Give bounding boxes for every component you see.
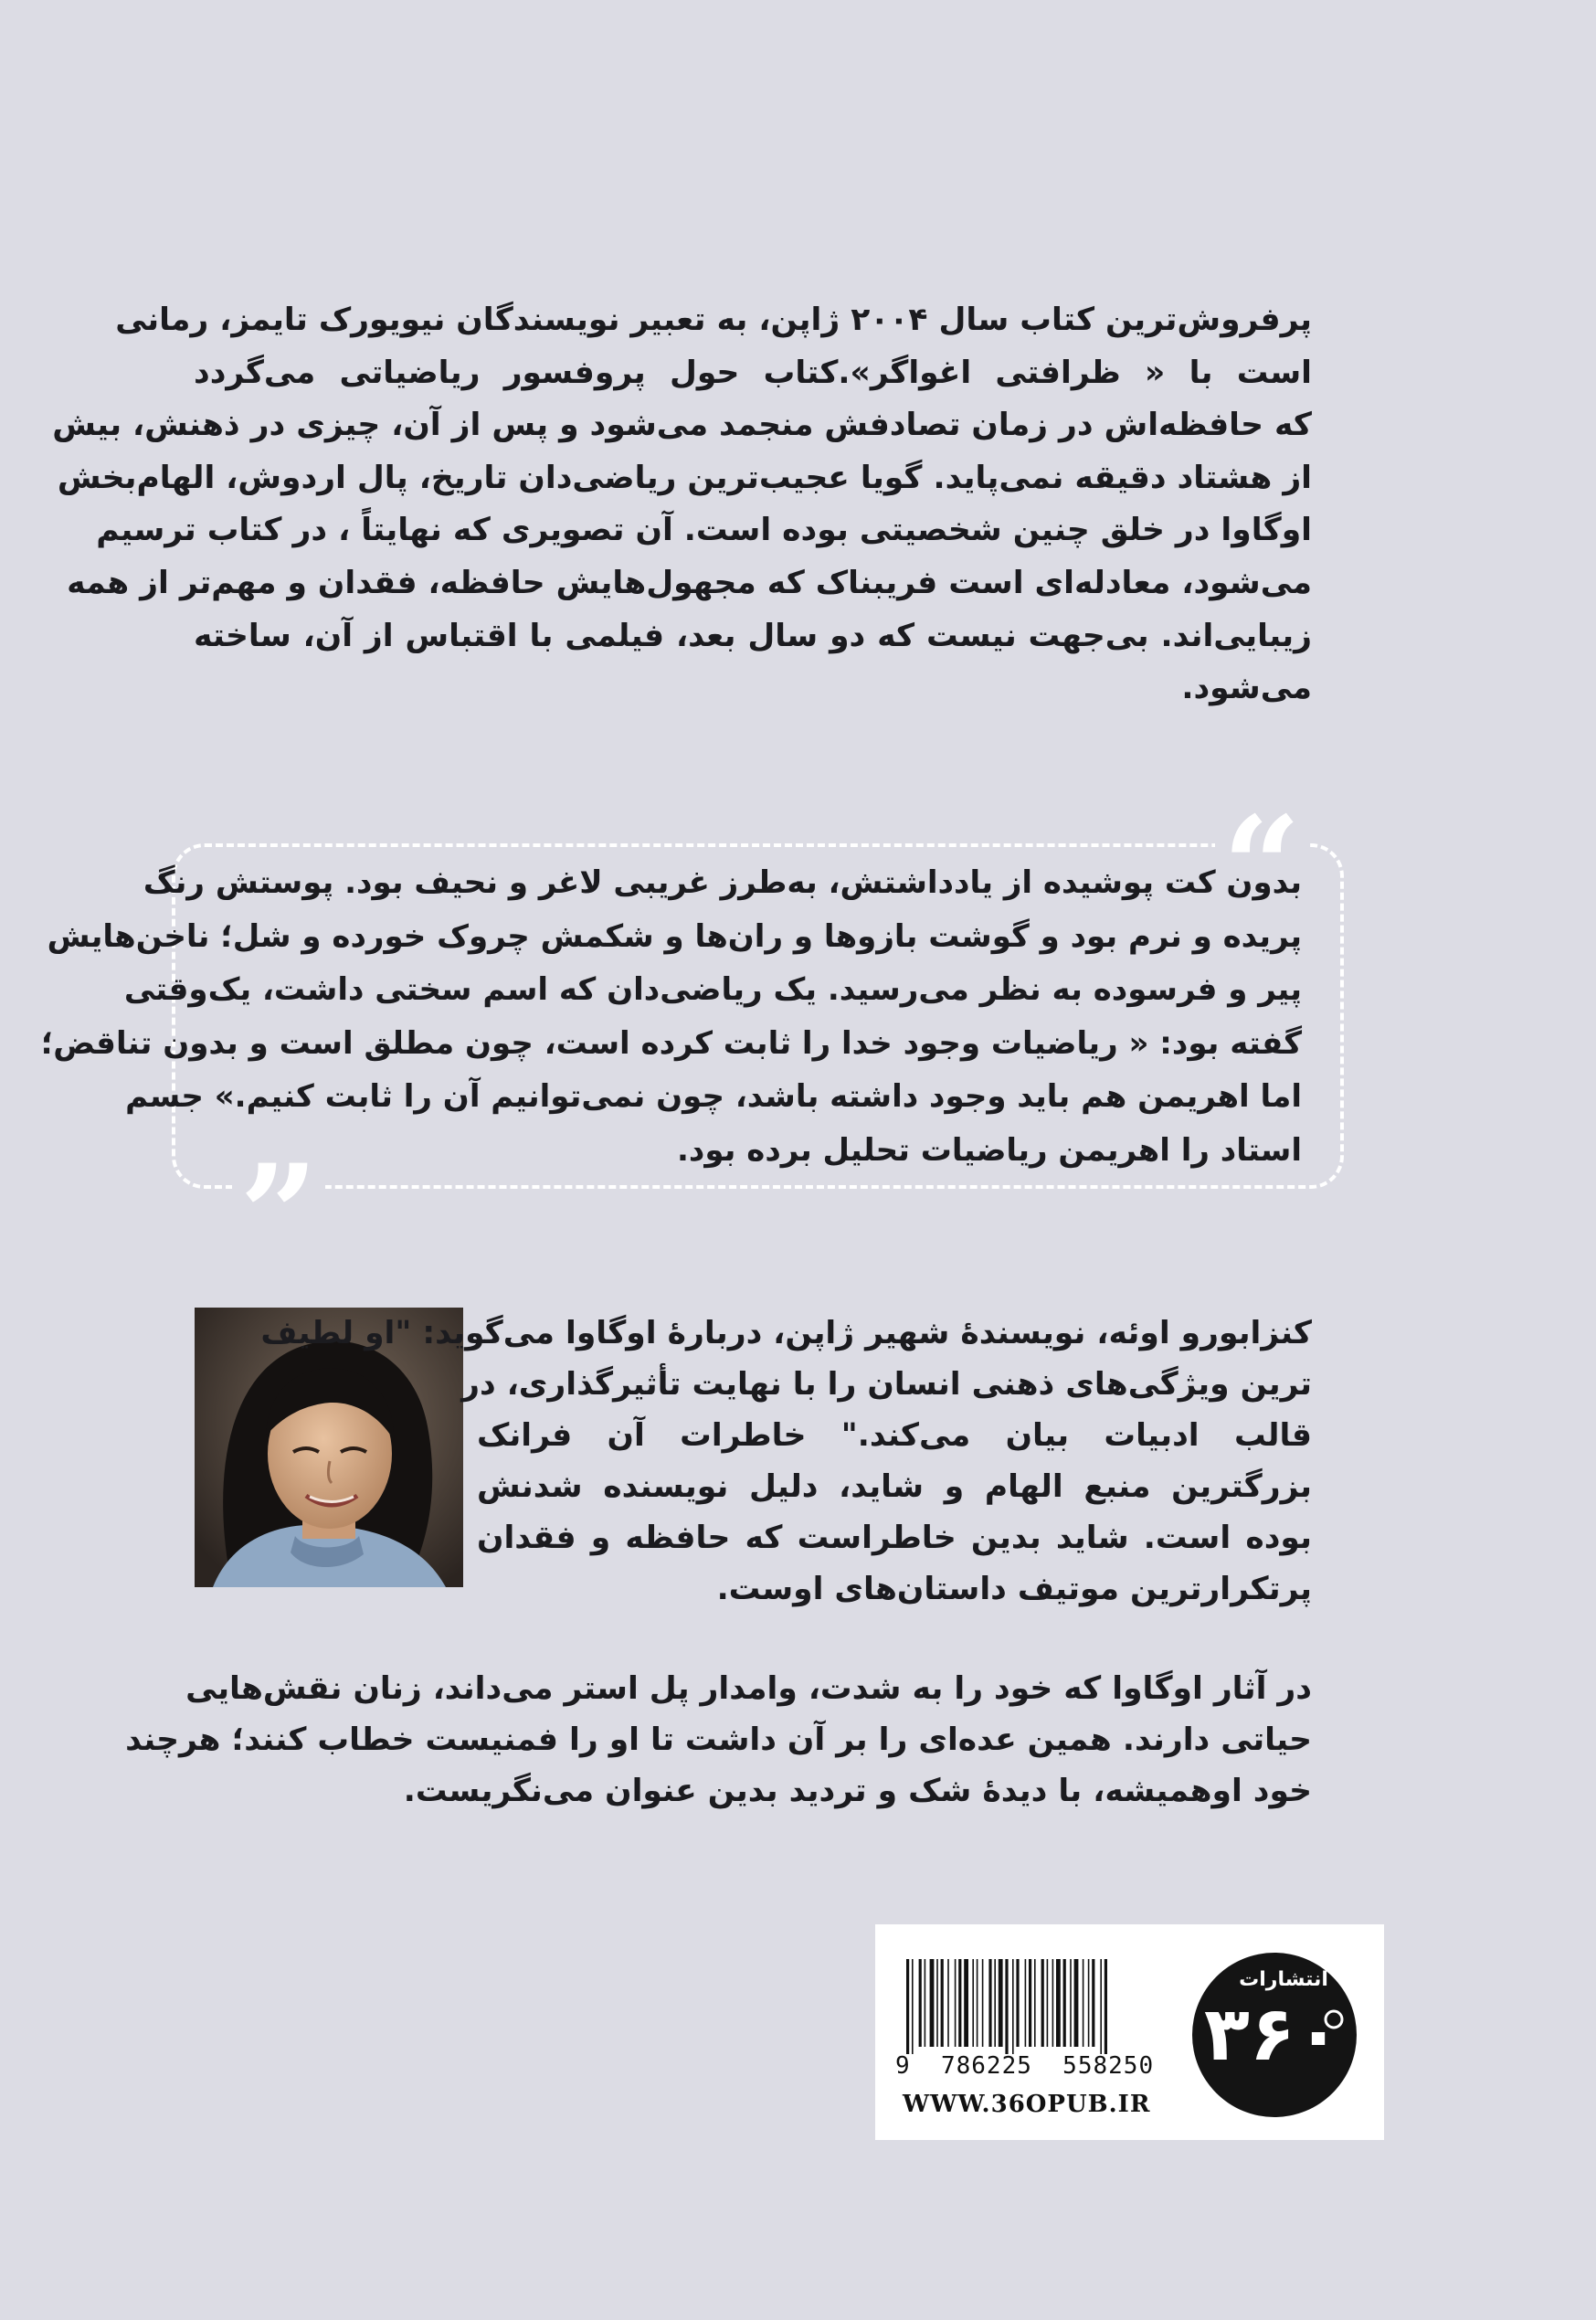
barcode-bar [999,1959,1003,2047]
isbn-digits: 9 786225 558250 [895,2052,1155,2080]
intro-line: زیبایی‌اند. بی‌جهت نیست که دو سال بعد، فیلمی با اقتباس از آن، ساخته [194,617,1312,654]
barcode-bar [1100,1959,1102,2054]
quote-paragraph [40,856,1302,1178]
intro-line: از هشتاد دقیقه نمی‌پاید. گویا عجیب‌ترین ریاضی‌دان تاریخ، پال اردوش، الهام‌بخش [57,459,1312,496]
barcode-bar [1092,1959,1094,2047]
barcode-bar [994,1959,996,2047]
barcode-bar [941,1959,944,2047]
barcode-bar [919,1959,922,2047]
close-quote-icon: ” [232,1147,325,1220]
barcode-bar [1074,1959,1079,2047]
open-quote-icon: “ [1215,799,1308,872]
intro-line: می‌شود، معادله‌ای است فریبناک که مجهول‌هایش حافظه، فقدان و مهم‌تر از همه [67,564,1312,601]
bio-line: ترین ویژگی‌های ذهنی انسان را با نهایت تأثیرگذاری، در [461,1366,1312,1403]
bio-line: کنزابورو اوئه، نویسندهٔ شهیر ژاپن، دربارهٔ اوگاوا می‌گوید: "او لطیف [260,1315,1312,1351]
barcode [901,1959,1175,2060]
quote-line: پیر و فرسوده به نظر می‌رسید. یک ریاضی‌دان که اسم سختی داشت، یک‌وقتی [123,971,1302,1009]
barcode-bar [1005,1959,1008,2054]
barcode-bar [1052,1959,1054,2047]
logo-label: انتشارات [1239,1968,1328,1991]
bio-paragraph [260,1308,1312,1615]
publisher-website: WWW.36OPUB.IR [903,2091,1151,2118]
barcode-bar [947,1959,949,2047]
closing-line: خود اوهمیشه، با دیدهٔ شک و تردید بدین عنوان می‌نگریست. [403,1773,1312,1809]
barcode-bar [936,1959,938,2047]
intro-line: اوگاوا در خلق چنین شخصیتی بوده است. آن تصویری که نهایتاً ، در کتاب ترسیم [96,512,1312,549]
barcode-bar [930,1959,935,2047]
barcode-bar [906,1959,909,2054]
intro-line: پرفروش‌ترین کتاب سال ۲۰۰۴ ژاپن، به تعبیر نویسندگان نیویورک تایمز، رمانی [115,302,1312,338]
bio-line: پرتکرارترین موتیف داستان‌های اوست. [716,1571,1312,1607]
barcode-bar [958,1959,961,2047]
logo-number: ۳۶۰ [1203,1991,1341,2078]
closing-paragraph [125,1663,1312,1817]
quote-line: بدون کت پوشیده از یادداشتش، به‌طرز غریبی لاغر و نحیف بود. پوستش رنگ [143,864,1302,901]
barcode-bar [982,1959,984,2047]
barcode-bar [1034,1959,1036,2047]
bio-line: بزرگترین منبع الهام و شاید، دلیل نویسنده شدنش [477,1468,1312,1505]
bio-line: بوده است. شاید بدین خاطراست که حافظه و فقدان [477,1520,1312,1556]
quote-line: استاد را اهریمن ریاضیات تحلیل برده بود. [676,1131,1302,1169]
intro-line: است با « ظرافتی اغواگر».کتاب حول پروفسور ریاضیاتی می‌گردد [194,354,1312,391]
barcode-bar [977,1959,978,2047]
barcode-bar [1041,1959,1044,2047]
barcode-bar [925,1959,926,2047]
intro-line: که حافظه‌اش در زمان تصادفش منجمد می‌شود و پس از آن، چیزی در ذهنش، بیش [52,407,1312,444]
barcode-bar [1056,1959,1061,2047]
quote-line: اما اهریمن هم باید وجود داشته باشد، چون نمی‌توانیم آن را ثابت کنیم.» جسم [125,1078,1302,1116]
quote-line: گفته بود: « ریاضیات وجود خدا را ثابت کرده است، چون مطلق است و بدون تناقض؛ [40,1024,1302,1062]
barcode-bar [1063,1959,1066,2047]
barcode-bar [1016,1959,1019,2047]
barcode-bar [1012,1959,1014,2054]
intro-line: می‌شود. [1181,670,1312,707]
barcode-bar [1025,1959,1027,2047]
barcode-bar [1105,1959,1107,2054]
barcode-bar [1047,1959,1049,2047]
barcode-bar [972,1959,974,2047]
intro-paragraph [52,294,1312,715]
barcode-bar [955,1959,957,2047]
barcode-bar [912,1959,914,2054]
quote-line: پریده و نرم بود و گوشت بازوها و ران‌ها و شکمش چروک خورده و شل؛ ناخن‌هایش [47,917,1302,955]
publisher-logo [1188,1948,1361,2122]
bio-line: قالب ادبیات بیان می‌کند." خاطرات آن فرانک [477,1417,1312,1454]
barcode-bar [1029,1959,1031,2047]
barcode-bar [1083,1959,1084,2047]
closing-line: در آثار اوگاوا که خود را به شدت، وامدار پل استر می‌داند، زنان نقش‌هایی [185,1670,1312,1707]
closing-line: حیاتی دارند. همین عده‌ای را بر آن داشت تا او را فمنیست خطاب کنند؛ هرچند [125,1721,1312,1758]
barcode-bar [988,1959,991,2047]
barcode-bar [1070,1959,1072,2047]
barcode-bar [1088,1959,1090,2047]
barcode-panel [875,1924,1384,2140]
barcode-bar [964,1959,968,2047]
